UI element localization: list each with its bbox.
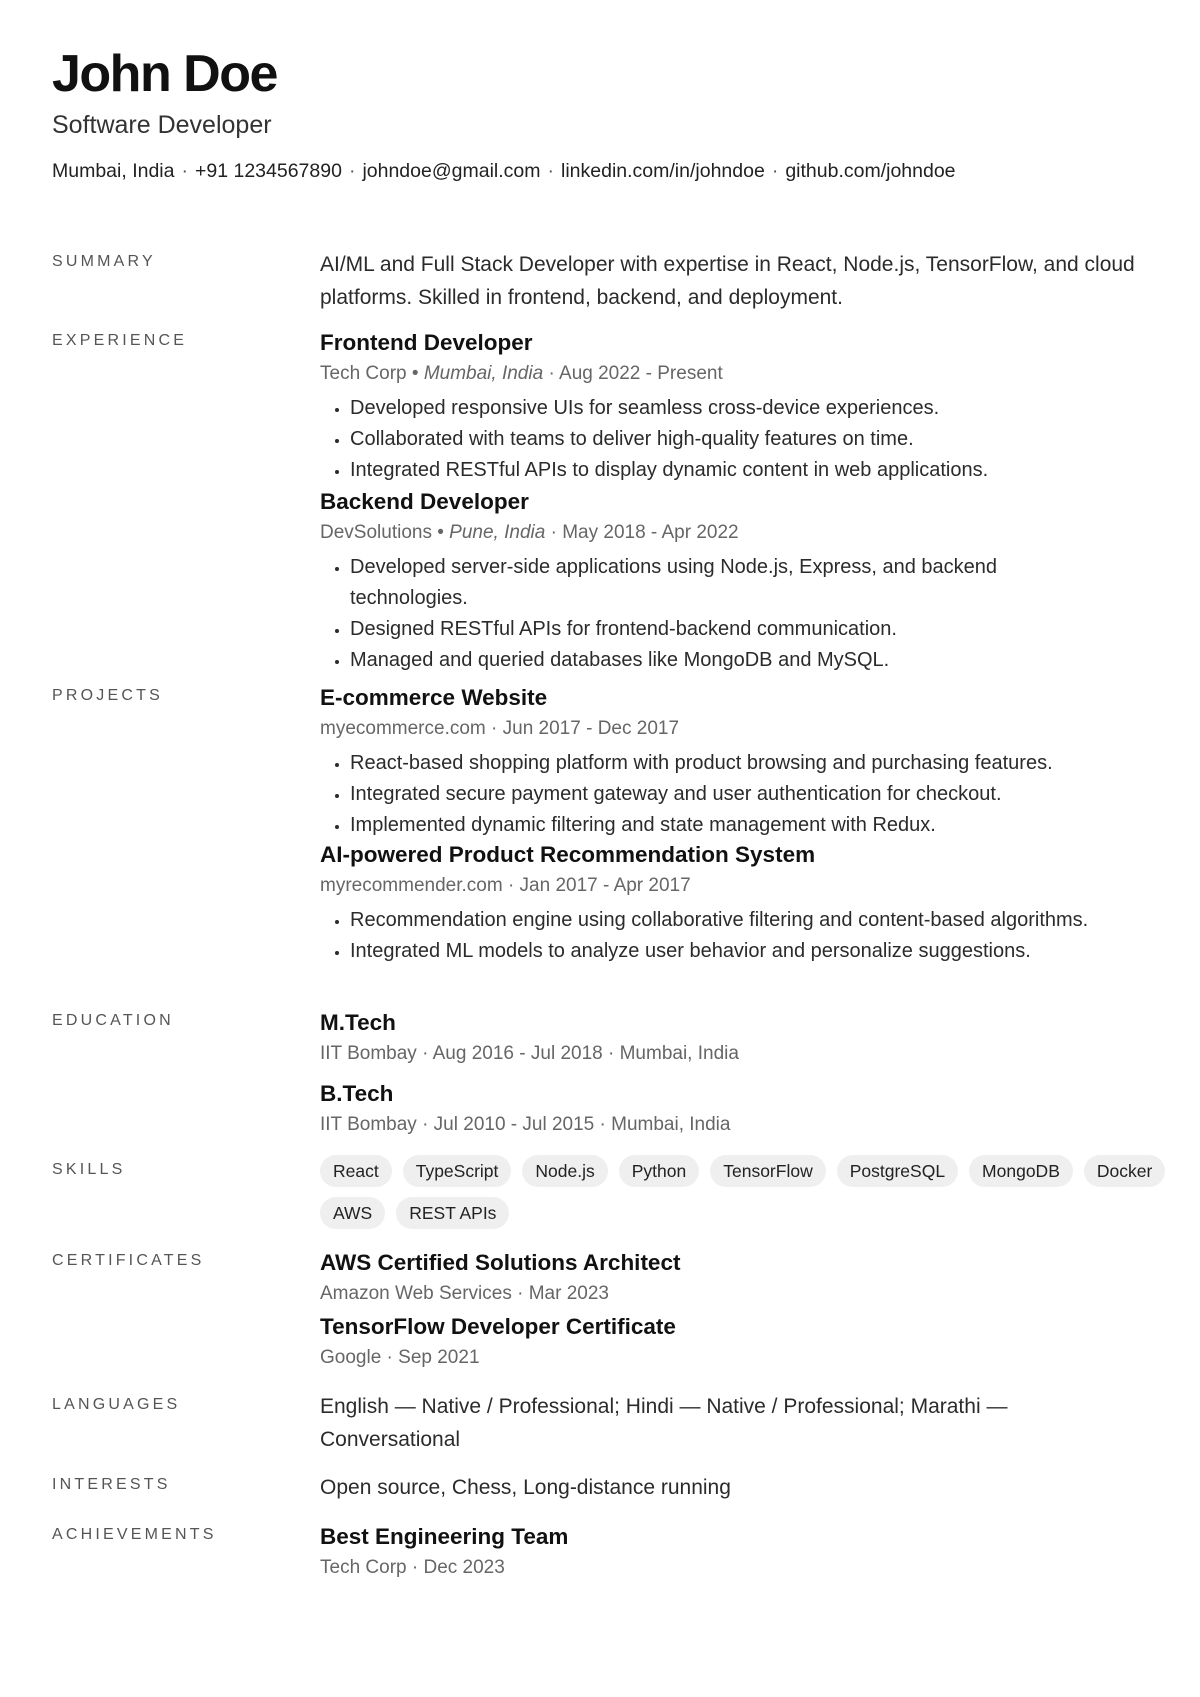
section-label-certificates: CERTIFICATES	[52, 1252, 205, 1269]
certificate-title: TensorFlow Developer Certificate	[320, 1314, 676, 1339]
contact-email[interactable]: johndoe@gmail.com	[362, 160, 541, 182]
skill-chip: React	[320, 1155, 392, 1187]
job-bullets	[320, 393, 1200, 486]
bullet-item: • Integrated RESTful APIs to display dynamic content in web applications.	[350, 455, 1200, 486]
section-label-experience: EXPERIENCE	[52, 332, 188, 349]
degree-title: B.Tech	[320, 1081, 394, 1106]
bullet-item: • Developed server-side applications using Node.js, Express, and backend technologies.	[350, 552, 1110, 614]
achievement-title: Best Engineering Team	[320, 1524, 569, 1549]
job-meta: DevSolutions • Pune, India · May 2018 - Apr 2022	[320, 522, 739, 543]
certificates-section	[320, 1248, 1200, 1307]
job-bullets	[320, 552, 1110, 676]
experience-section	[320, 328, 1200, 486]
education-entry	[320, 1008, 1200, 1067]
languages-section	[320, 1390, 1140, 1456]
degree-meta: IIT Bombay · Jul 2010 - Jul 2015 · Mumbai, India	[320, 1114, 731, 1135]
skill-chip: TensorFlow	[710, 1155, 825, 1187]
skill-chip: Node.js	[522, 1155, 607, 1187]
job-dates: May 2018 - Apr 2022	[562, 522, 739, 543]
experience-section-2	[320, 487, 1200, 676]
job-dates: Aug 2022 - Present	[559, 363, 723, 384]
contact-separator: ·	[547, 160, 554, 182]
project-bullets	[320, 748, 1200, 841]
job-company: Tech Corp	[320, 363, 407, 384]
candidate-name: John Doe	[52, 45, 277, 103]
degree-title: M.Tech	[320, 1010, 396, 1035]
skills-section	[320, 1155, 1200, 1229]
summary-text: AI/ML and Full Stack Developer with expertise in React, Node.js, TensorFlow, and cloud platforms. Skilled in frontend, backend, and deployment.	[320, 253, 1135, 309]
section-label-languages: LANGUAGES	[52, 1396, 181, 1413]
bullet-item: • Implemented dynamic filtering and state management with Redux.	[350, 810, 1200, 841]
summary-section	[320, 248, 1200, 314]
experience-entry	[320, 328, 1200, 486]
education-section-2	[320, 1079, 1200, 1138]
contact-separator: ·	[771, 160, 779, 182]
contact-phone: +91 1234567890	[194, 160, 342, 182]
skill-chip: PostgreSQL	[837, 1155, 958, 1187]
skill-chips	[320, 1155, 1180, 1229]
job-meta: Tech Corp • Mumbai, India · Aug 2022 - Present	[320, 363, 723, 384]
contact-separator: ·	[181, 160, 188, 182]
skill-chip: MongoDB	[969, 1155, 1073, 1187]
certificate-meta: Google · Sep 2021	[320, 1347, 480, 1368]
contact-line	[52, 159, 956, 183]
project-entry	[320, 840, 1200, 967]
bullet-item: • Integrated secure payment gateway and user authentication for checkout.	[350, 779, 1200, 810]
projects-section	[320, 683, 1200, 841]
skill-chip: TypeScript	[403, 1155, 512, 1187]
achievement-meta: Tech Corp · Dec 2023	[320, 1557, 505, 1578]
contact-separator: ·	[348, 160, 356, 182]
experience-entry	[320, 487, 1200, 676]
bullet-item: • React-based shopping platform with product browsing and purchasing features.	[350, 748, 1200, 779]
candidate-headline: Software Developer	[52, 111, 272, 139]
skill-chip: Docker	[1084, 1155, 1165, 1187]
section-label-interests: INTERESTS	[52, 1476, 171, 1493]
achievements-section	[320, 1522, 1200, 1581]
certificate-entry	[320, 1312, 1200, 1371]
project-bullets	[320, 905, 1110, 967]
contact-github[interactable]: github.com/johndoe	[785, 160, 956, 182]
certificates-section-2	[320, 1312, 1200, 1371]
bullet-item: • Managed and queried databases like MongoDB and MySQL.	[350, 645, 1110, 676]
project-title: AI-powered Product Recommendation System	[320, 842, 816, 867]
bullet-item: • Designed RESTful APIs for frontend-backend communication.	[350, 614, 1110, 645]
project-meta: myrecommender.com · Jan 2017 - Apr 2017	[320, 875, 691, 896]
degree-meta: IIT Bombay · Aug 2016 - Jul 2018 · Mumbai, India	[320, 1043, 739, 1064]
certificate-entry	[320, 1248, 1200, 1307]
job-company: DevSolutions	[320, 522, 432, 543]
section-label-education: EDUCATION	[52, 1012, 174, 1029]
projects-section-2	[320, 840, 1200, 967]
section-label-skills: SKILLS	[52, 1161, 126, 1178]
languages-text: English — Native / Professional; Hindi — Native / Professional; Marathi — Conversational	[320, 1395, 1008, 1451]
certificate-meta: Amazon Web Services · Mar 2023	[320, 1283, 609, 1304]
job-location: Pune, India	[449, 522, 546, 543]
bullet-item: • Recommendation engine using collaborative filtering and content-based algorithms.	[350, 905, 1110, 936]
job-title: Frontend Developer	[320, 330, 533, 355]
achievement-entry	[320, 1522, 1200, 1581]
skill-chip: REST APIs	[396, 1197, 509, 1229]
skill-chip: AWS	[320, 1197, 385, 1229]
education-section	[320, 1008, 1200, 1067]
interests-text: Open source, Chess, Long-distance running	[320, 1476, 731, 1499]
contact-linkedin[interactable]: linkedin.com/in/johndoe	[561, 160, 765, 182]
project-entry	[320, 683, 1200, 841]
job-title: Backend Developer	[320, 489, 529, 514]
project-meta: myecommerce.com · Jun 2017 - Dec 2017	[320, 718, 680, 739]
skill-chip: Python	[619, 1155, 699, 1187]
job-location: Mumbai, India	[423, 363, 544, 384]
project-title: E-commerce Website	[320, 685, 548, 710]
bullet-item: • Integrated ML models to analyze user behavior and personalize suggestions.	[350, 936, 1110, 967]
education-entry	[320, 1079, 1200, 1138]
contact-location: Mumbai, India	[52, 160, 175, 182]
section-label-achievements: ACHIEVEMENTS	[52, 1526, 217, 1543]
certificate-title: AWS Certified Solutions Architect	[320, 1250, 681, 1275]
section-label-projects: PROJECTS	[52, 687, 163, 704]
bullet-item: • Collaborated with teams to deliver high-quality features on time.	[350, 424, 1200, 455]
interests-section	[320, 1471, 1200, 1504]
section-label-summary: SUMMARY	[52, 253, 156, 270]
bullet-item: • Developed responsive UIs for seamless cross-device experiences.	[350, 393, 1200, 424]
